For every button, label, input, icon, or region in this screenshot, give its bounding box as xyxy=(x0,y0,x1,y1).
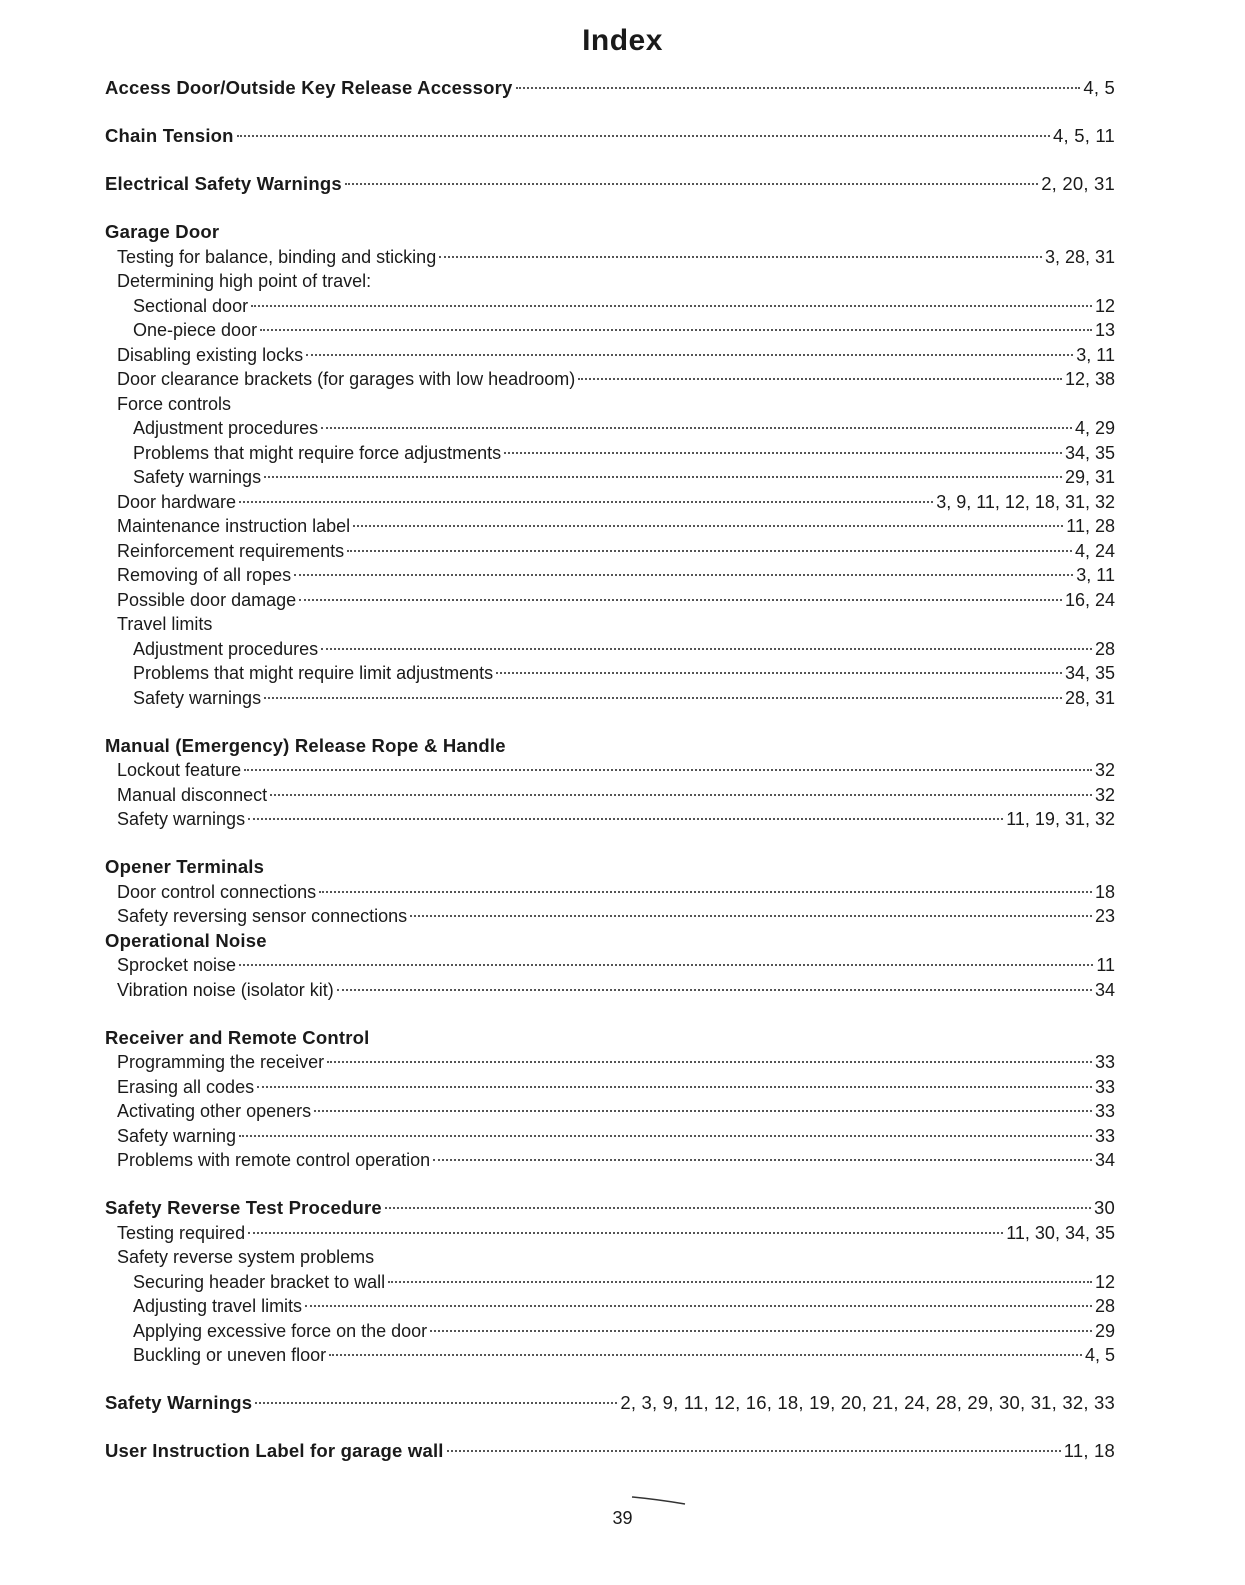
index-heading xyxy=(105,124,1115,149)
index-subentry xyxy=(105,661,1115,686)
index-entry xyxy=(105,269,1115,294)
page-references: 32 xyxy=(1094,784,1115,805)
index-subentry xyxy=(105,637,1115,662)
page-references: 3, 11 xyxy=(1076,565,1115,585)
index-term: Adjusting travel limits xyxy=(133,1296,303,1316)
index-term: Safety reversing sensor connections xyxy=(117,906,408,926)
page-references: 33 xyxy=(1094,1076,1115,1097)
index-entry xyxy=(105,563,1115,588)
page-references: 30 xyxy=(1094,1197,1115,1218)
page-references: 3, 11 xyxy=(1076,344,1115,365)
dot-leader xyxy=(299,599,1062,601)
page-references: 2, 3, 9, 11, 12, 16, 18, 19, 20, 21, 24, 28, 29, 30, 31, 32, 33 xyxy=(620,1392,1115,1413)
dot-leader xyxy=(244,769,1092,771)
page-references: 11, 19, 31, 32 xyxy=(1006,809,1115,829)
index-entry xyxy=(105,539,1115,564)
dot-leader xyxy=(314,1110,1092,1112)
page-references: 4, 5 xyxy=(1083,77,1115,98)
dot-leader xyxy=(237,135,1050,137)
index-heading xyxy=(105,1026,1115,1051)
index-term: Garage Door xyxy=(105,221,220,242)
index-entry xyxy=(105,758,1115,783)
dot-leader xyxy=(329,1354,1082,1356)
index-term: Safety warning xyxy=(117,1125,237,1146)
index-term: Safety Reverse Test Procedure xyxy=(105,1197,382,1218)
index-entry xyxy=(105,1221,1115,1246)
page-references: 4, 29 xyxy=(1074,418,1115,438)
index-term: Safety warnings xyxy=(133,467,262,487)
page-references: 12 xyxy=(1094,1271,1115,1292)
index-entry xyxy=(105,367,1115,392)
dot-leader xyxy=(385,1207,1091,1209)
index-heading xyxy=(105,855,1115,880)
page-references: 11, 30, 34, 35 xyxy=(1006,1222,1115,1243)
dot-leader xyxy=(321,648,1092,650)
index-term: Maintenance instruction label xyxy=(117,516,351,536)
index-term: Receiver and Remote Control xyxy=(105,1026,370,1048)
index-subentry xyxy=(105,1343,1115,1368)
index-term: Manual (Emergency) Release Rope & Handle xyxy=(105,734,506,756)
index-term: Erasing all codes xyxy=(117,1076,255,1097)
index-term: Determining high point of travel: xyxy=(117,271,372,291)
page-references: 28 xyxy=(1094,638,1115,659)
page-references: 18 xyxy=(1094,881,1115,902)
dot-leader xyxy=(264,476,1062,478)
page-references: 3, 9, 11, 12, 18, 31, 32 xyxy=(936,491,1115,512)
index-term: Door hardware xyxy=(117,491,237,512)
index-term: Safety reverse system problems xyxy=(117,1247,375,1267)
page-references: 34, 35 xyxy=(1064,663,1115,683)
dot-leader xyxy=(305,1305,1092,1307)
index-heading xyxy=(105,1196,1115,1221)
index-term: Safety Warnings xyxy=(105,1392,253,1413)
index-term: Chain Tension xyxy=(105,125,234,146)
dot-leader xyxy=(447,1450,1061,1452)
index-entry xyxy=(105,904,1115,929)
page-references: 16, 24 xyxy=(1064,589,1115,610)
dot-leader xyxy=(388,1281,1092,1283)
page-references: 28, 31 xyxy=(1064,687,1115,708)
dot-leader xyxy=(578,378,1062,380)
dot-leader xyxy=(319,891,1092,893)
index-term: Lockout feature xyxy=(117,760,242,780)
index-entry xyxy=(105,1245,1115,1270)
index-term: Securing header bracket to wall xyxy=(133,1271,386,1292)
index-subentry xyxy=(105,318,1115,343)
index-entry xyxy=(105,343,1115,368)
index-term: Adjustment procedures xyxy=(133,418,319,438)
index-entry xyxy=(105,1075,1115,1100)
index-term: Access Door/Outside Key Release Accessory xyxy=(105,77,513,98)
index-subentry xyxy=(105,441,1115,466)
page-references: 28 xyxy=(1094,1296,1115,1316)
page-references: 34 xyxy=(1094,979,1115,1000)
index-subentry xyxy=(105,465,1115,490)
index-subentry xyxy=(105,1270,1115,1295)
dot-leader xyxy=(257,1086,1092,1088)
page-references: 23 xyxy=(1094,906,1115,926)
dot-leader xyxy=(337,989,1092,991)
page-references: 29 xyxy=(1094,1320,1115,1341)
index-entry xyxy=(105,392,1115,417)
dot-leader xyxy=(248,818,1003,820)
index-term: Testing for balance, binding and sticking xyxy=(117,246,437,267)
page-references: 4, 5, 11 xyxy=(1053,125,1115,146)
page-references: 4, 24 xyxy=(1074,540,1115,561)
index-term: Problems that might require force adjustments xyxy=(133,442,502,463)
index-term: Manual disconnect xyxy=(117,784,268,805)
index-entry xyxy=(105,783,1115,808)
index-term: Force controls xyxy=(117,393,232,414)
index-term: Reinforcement requirements xyxy=(117,540,345,561)
index-entry xyxy=(105,612,1115,637)
dot-leader xyxy=(294,574,1073,576)
index-entry xyxy=(105,490,1115,515)
dot-leader xyxy=(347,550,1072,552)
page-references: 3, 28, 31 xyxy=(1044,246,1115,267)
page-references: 12 xyxy=(1094,295,1115,316)
index-term: Possible door damage xyxy=(117,589,297,610)
index-subentry xyxy=(105,686,1115,711)
index-subentry xyxy=(105,1294,1115,1319)
index-term: Opener Terminals xyxy=(105,856,265,877)
index-entry xyxy=(105,1124,1115,1149)
dot-leader xyxy=(270,794,1092,796)
dot-leader xyxy=(239,501,933,503)
dot-leader xyxy=(345,183,1038,185)
index-term: Sprocket noise xyxy=(117,955,237,975)
index-entry xyxy=(105,807,1115,832)
index-entry xyxy=(105,245,1115,270)
dot-leader xyxy=(239,1135,1092,1137)
dot-leader xyxy=(504,452,1062,454)
index-heading xyxy=(105,929,1115,954)
index-heading xyxy=(105,1439,1115,1464)
page-title: Index xyxy=(582,24,663,57)
index-term: Problems that might require limit adjustments xyxy=(133,663,494,683)
index-entry xyxy=(105,1099,1115,1124)
index-entry xyxy=(105,953,1115,978)
page-references: 2, 20, 31 xyxy=(1041,173,1115,194)
page-references: 4, 5 xyxy=(1084,1345,1115,1365)
index-term: User Instruction Label for garage wall xyxy=(105,1440,444,1461)
index-heading xyxy=(105,1391,1115,1416)
index-term: Activating other openers xyxy=(117,1101,312,1121)
page-references: 11, 28 xyxy=(1066,516,1115,536)
index-term: One-piece door xyxy=(133,320,258,340)
index-term: Testing required xyxy=(117,1222,246,1243)
page-number: 39 xyxy=(612,1508,633,1528)
index-entry xyxy=(105,978,1115,1003)
index-entry xyxy=(105,514,1115,539)
dot-leader xyxy=(251,305,1092,307)
dot-leader xyxy=(353,525,1063,527)
page-references: 11 xyxy=(1096,955,1115,975)
index-entry xyxy=(105,588,1115,613)
index-term: Travel limits xyxy=(117,614,213,634)
index-heading xyxy=(105,220,1115,245)
index-heading xyxy=(105,76,1115,101)
index-term: Operational Noise xyxy=(105,929,267,951)
page-references: 33 xyxy=(1094,1125,1115,1146)
index-term: Removing of all ropes xyxy=(117,565,292,585)
index-subentry xyxy=(105,1319,1115,1344)
dot-leader xyxy=(516,87,1081,89)
index-term: Sectional door xyxy=(133,295,249,316)
index-term: Door clearance brackets (for garages with low headroom) xyxy=(117,369,576,389)
index-term: Vibration noise (isolator kit) xyxy=(117,979,334,1000)
dot-leader xyxy=(327,1061,1092,1063)
index-term: Door control connections xyxy=(117,881,317,902)
index-subentry xyxy=(105,294,1115,319)
index-subentry xyxy=(105,416,1115,441)
page-references: 13 xyxy=(1094,320,1115,340)
index-entry xyxy=(105,1050,1115,1075)
dot-leader xyxy=(306,354,1073,356)
index-list xyxy=(105,76,1115,1464)
index-term: Safety warnings xyxy=(133,687,262,708)
page-references: 33 xyxy=(1094,1052,1115,1072)
index-term: Disabling existing locks xyxy=(117,344,304,365)
dot-leader xyxy=(255,1402,617,1404)
stray-pen-mark xyxy=(630,1494,690,1506)
page-references: 33 xyxy=(1094,1101,1115,1121)
index-term: Buckling or uneven floor xyxy=(133,1345,327,1365)
index-term: Adjustment procedures xyxy=(133,638,319,659)
dot-leader xyxy=(410,915,1092,917)
index-term: Applying excessive force on the door xyxy=(133,1320,428,1341)
dot-leader xyxy=(248,1232,1003,1234)
dot-leader xyxy=(439,256,1042,258)
page-references: 34 xyxy=(1094,1150,1115,1170)
index-term: Problems with remote control operation xyxy=(117,1150,431,1170)
dot-leader xyxy=(496,672,1062,674)
index-term: Safety warnings xyxy=(117,809,246,829)
page-references: 12, 38 xyxy=(1064,369,1115,389)
dot-leader xyxy=(264,697,1062,699)
dot-leader xyxy=(321,427,1072,429)
page-references: 29, 31 xyxy=(1064,467,1115,487)
dot-leader xyxy=(239,964,1093,966)
index-entry xyxy=(105,880,1115,905)
dot-leader xyxy=(433,1159,1092,1161)
page-references: 32 xyxy=(1094,760,1115,780)
index-term: Electrical Safety Warnings xyxy=(105,173,342,194)
index-heading xyxy=(105,172,1115,197)
index-heading xyxy=(105,734,1115,759)
page-references: 34, 35 xyxy=(1064,442,1115,463)
index-term: Programming the receiver xyxy=(117,1052,325,1072)
page-references: 11, 18 xyxy=(1063,1440,1115,1461)
index-entry xyxy=(105,1148,1115,1173)
dot-leader xyxy=(260,329,1092,331)
dot-leader xyxy=(430,1330,1092,1332)
